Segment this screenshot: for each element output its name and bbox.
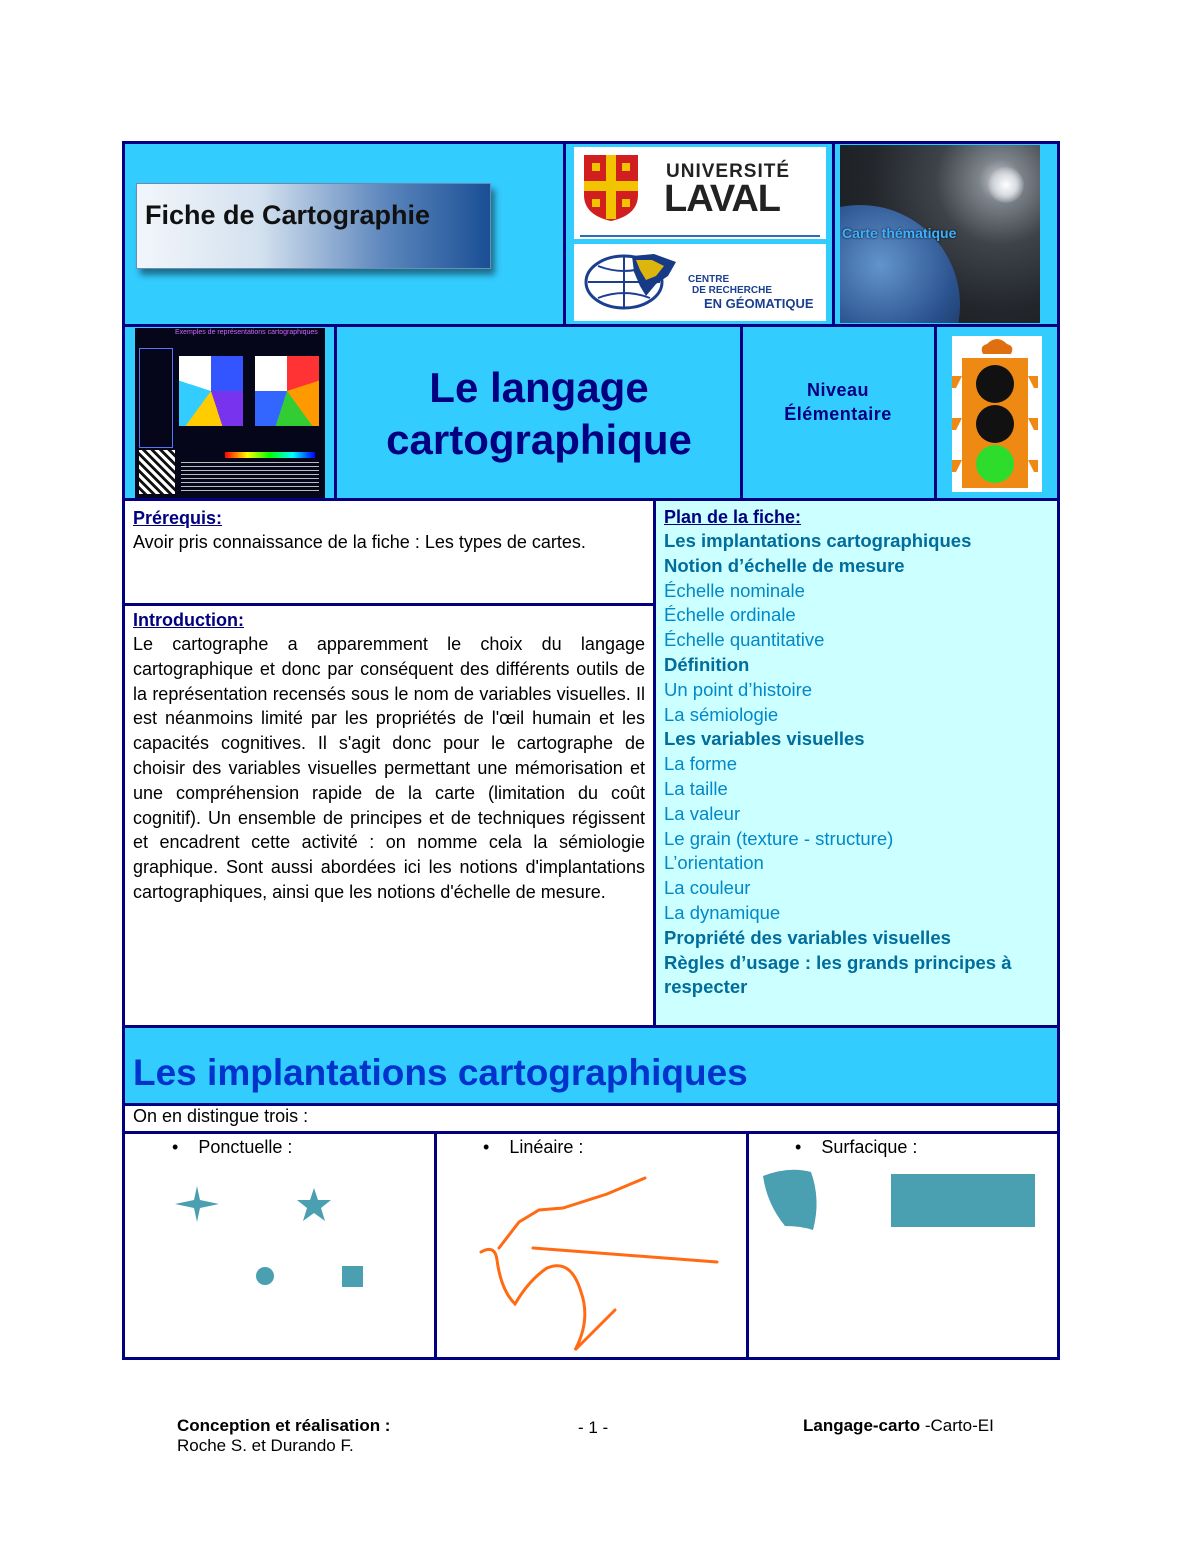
plan-item: Notion d’échelle de mesure [664,554,905,576]
bullet-icon: • [795,1137,822,1157]
niveau-line2: Élémentaire [784,404,892,424]
plan-label: Plan de la fiche: [664,507,802,527]
ponctuelle-item [172,1137,292,1158]
fiche-title: Fiche de Cartographie [145,200,431,230]
plan-item: Définition [664,653,750,675]
plan-item: La couleur [664,877,751,899]
footer-credit-names: Roche S. et Durando F. [177,1436,354,1455]
laval-shield-icon [582,153,640,223]
main-title [338,362,740,466]
laval-wordmark-top: UNIVERSITÉ [666,161,791,182]
plan-item: Échelle ordinale [664,604,796,626]
circle-icon [256,1267,274,1285]
earth-horizon [840,205,960,323]
plan-item: Propriété des variables visuelles [664,926,951,948]
carte-thematique-image [840,145,1040,323]
plan-item: Le grain (texture - structure) [664,827,894,849]
niveau-line1: Niveau [806,380,870,400]
light-orb [988,167,1024,203]
plan-item: Échelle nominale [664,579,805,601]
thumbnail-sidebar [139,348,173,448]
main-title-line1: Le langage [429,364,649,411]
line-symbols [437,1160,745,1355]
plan-item: La dynamique [664,901,781,923]
introduction-text: Le cartographe a apparemment le choix du langage cartographique et donc par conséquent des différents outils de la représentation recensés sous le nom de variables visuelles. Il est néanmoins limité par les propriétés de l'œil humain et les capacités cognitives. Il s'agit donc pour le cartographe de choisir des variables visuelles permettant une mémorisation et une compréhension rapide de la carte (limitation du coût cognitif). Un ensemble de principes et de techniques régissent et encadrent cette activité : on nomme cela la sémiologie graphique. Sont aussi abordées ici les notions d'implantations cartographiques, ainsi que les notions d'échelle de mesure. [133,634,645,902]
laval-wordmark-main: LAVAL [664,178,781,220]
niveau-label [742,378,934,426]
crg-text-3: EN GÉOMATIQUE [704,296,814,311]
laval-rule [580,235,820,237]
plan-item: Échelle quantitative [664,629,825,651]
carte-thematique-label: Carte thématique [842,225,957,241]
footer-ref-rest: -Carto-EI [920,1416,994,1435]
fiche-title-banner [136,183,491,269]
globe-icon [584,250,684,312]
footer-ref-bold: Langage-carto [803,1416,921,1435]
introduction-block [133,608,645,905]
thumbnail-image [135,328,325,498]
plan-item: La taille [664,777,728,799]
prerequis-block [133,506,645,555]
thumbnail-title: Exemples de représentations cartographiques [175,329,318,336]
plan-list [664,529,1034,1000]
prerequis-text: Avoir pris connaissance de la fiche : Les types de cartes. [133,532,586,552]
ponctuelle-label: Ponctuelle : [198,1137,293,1157]
footer-credit-label: Conception et réalisation : [177,1416,391,1435]
plan-item: Règles d’usage : les grands principes à respecter [664,951,1012,998]
plan-item: L’orientation [664,852,764,874]
thumbnail-map-1 [179,356,243,426]
bullet-icon: • [172,1137,199,1157]
plan-item: La valeur [664,802,741,824]
lineaire-item [483,1137,583,1158]
prerequis-label: Prérequis: [133,508,223,528]
surfacique-item [795,1137,917,1158]
distingue-text: On en distingue trois : [133,1106,309,1126]
crg-logo [574,244,826,321]
area-symbols [749,1160,1057,1355]
plan-item: La forme [664,753,738,775]
point-symbols [125,1160,433,1355]
footer-credit [177,1416,390,1456]
footer-page-number: - 1 - [578,1418,609,1437]
lineaire-label: Linéaire : [509,1137,584,1157]
plan-item: La sémiologie [664,703,779,725]
plan-block [664,505,1034,1000]
rectangle-area-shape [891,1174,1035,1227]
laval-logo [574,147,826,239]
main-title-line2: cartographique [386,416,692,463]
plan-item: Les variables visuelles [664,728,865,750]
implantations-heading: Les implantations cartographiques [133,1052,748,1093]
thumbnail-text-block [181,462,319,494]
plan-item: Les implantations cartographiques [664,530,972,551]
irregular-area-shape [763,1170,817,1230]
introduction-label: Introduction: [133,610,244,630]
bullet-icon: • [483,1137,510,1157]
surfacique-label: Surfacique : [821,1137,918,1157]
crg-text-1: CENTRE [688,274,730,285]
traffic-light-icon [952,336,1042,492]
plan-item: Un point d’histoire [664,678,813,700]
footer-reference [803,1416,994,1436]
thumbnail-map-2 [255,356,319,426]
star-icon [297,1188,331,1221]
thumbnail-legend-bar [225,452,315,458]
thumbnail-bw-map [139,450,175,494]
four-point-star-icon [175,1186,219,1222]
square-icon [342,1266,363,1287]
crg-text-2: DE RECHERCHE [692,285,773,296]
